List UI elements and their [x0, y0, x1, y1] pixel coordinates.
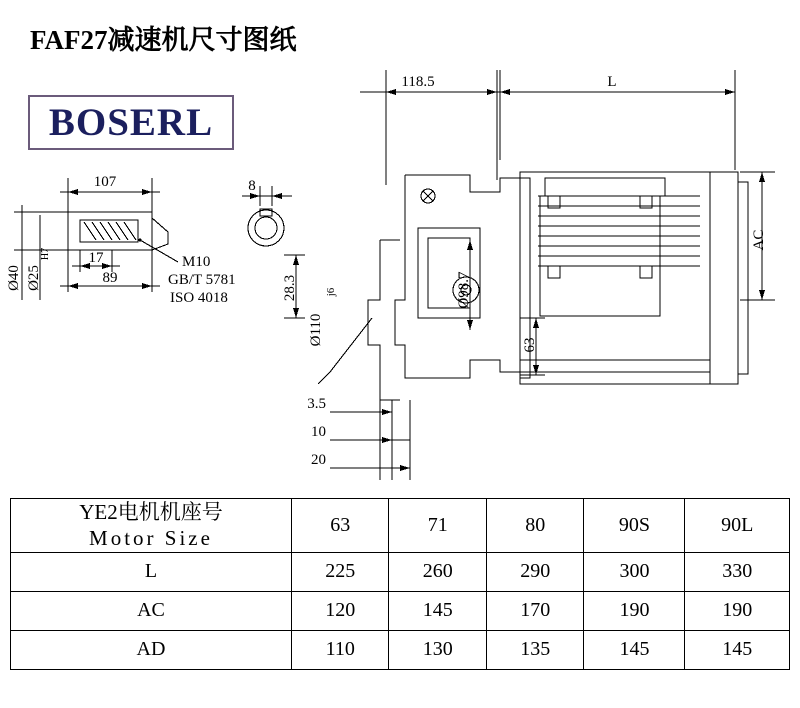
dim-107: 107: [93, 174, 117, 190]
cell-AD-90S: 145: [584, 630, 685, 669]
table-column-2: 80: [486, 499, 583, 553]
table-column-0: 63: [292, 499, 389, 553]
dim-40: Ø40: [6, 265, 22, 291]
table-header-row: [11, 499, 790, 553]
dim-98-7: Ø98.7: [456, 271, 472, 309]
cell-L-90L: 330: [685, 552, 790, 591]
table-header-cn: YE2电机机座号: [79, 500, 223, 524]
dim-AC: AC: [751, 229, 767, 251]
cell-L-90S: 300: [584, 552, 685, 591]
cell-AC-71: 145: [389, 591, 486, 630]
cell-AD-71: 130: [389, 630, 486, 669]
brand-logo-text: BOSERL: [48, 101, 214, 144]
table-column-1: 71: [389, 499, 486, 553]
row-label-AD: AD: [11, 630, 292, 669]
dim-L: L: [607, 74, 617, 90]
dim-17: 17: [88, 250, 104, 266]
dim-20: 20: [311, 452, 326, 468]
table-header-en: Motor Size: [89, 526, 213, 551]
dim-25-h7-tolerance: H7: [40, 247, 51, 261]
table-column-4: 90L: [685, 499, 790, 553]
dim-63: 63: [522, 337, 538, 353]
note-gbt5781: GB/T 5781: [168, 272, 236, 288]
cell-L-71: 260: [389, 552, 486, 591]
table-column-3: 90S: [584, 499, 685, 553]
cell-AC-90L: 190: [685, 591, 790, 630]
table-row: [11, 552, 790, 591]
dim-118-5: 118.5: [401, 74, 435, 90]
dim-25-h7: Ø25: [26, 265, 42, 291]
row-label-AC: AC: [11, 591, 292, 630]
cell-AD-80: 135: [486, 630, 583, 669]
cell-AC-80: 170: [486, 591, 583, 630]
note-iso4018: ISO 4018: [170, 290, 228, 306]
cell-AD-63: 110: [292, 630, 389, 669]
table-row: [11, 591, 790, 630]
dim-10: 10: [311, 424, 326, 440]
cell-AC-90S: 190: [584, 591, 685, 630]
cell-L-80: 290: [486, 552, 583, 591]
dim-8: 8: [248, 178, 256, 194]
row-label-L: L: [11, 552, 292, 591]
motor-size-table: [10, 498, 790, 670]
cell-AC-63: 120: [292, 591, 389, 630]
note-m10: M10: [182, 254, 211, 270]
table-header-label: [11, 499, 292, 553]
table-row: [11, 630, 790, 669]
dim-3-5: 3.5: [307, 396, 326, 412]
dim-110-j6-tolerance: j6: [325, 287, 337, 297]
cell-L-63: 225: [292, 552, 389, 591]
dim-110-j6: Ø110: [308, 313, 324, 347]
dim-89: 89: [102, 270, 118, 286]
dim-28-3: 28.3: [282, 274, 298, 302]
cell-AD-90L: 145: [685, 630, 790, 669]
page-title: FAF27减速机尺寸图纸: [30, 25, 297, 55]
